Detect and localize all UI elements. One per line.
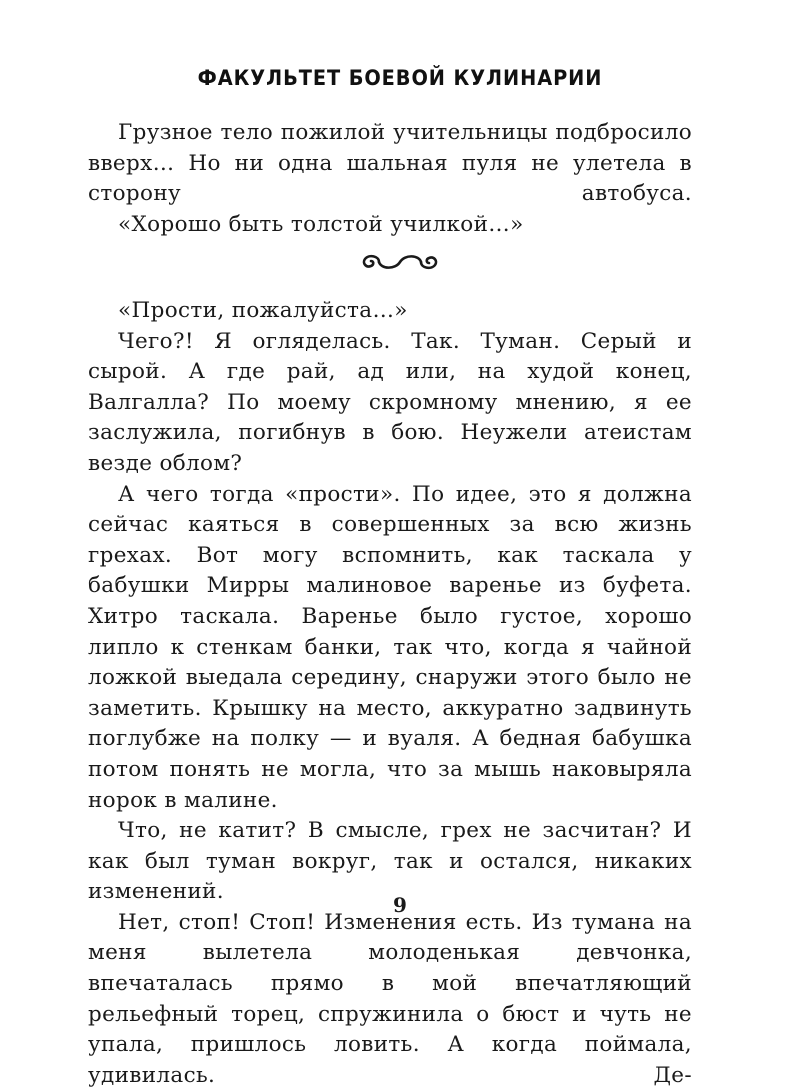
paragraph: Что, не катит? В смысле, грех не засчитан? И как был туман вокруг, так и остался, никаких изменений. (88, 818, 692, 905)
paragraph: «Хорошо быть толстой училкой…» (118, 211, 524, 237)
swirl-ornament-icon (355, 250, 445, 274)
paragraph: Грузное тело пожилой учительницы подбросило вверх… Но ни одна шальная пуля не улетела в сторону автобуса. (88, 120, 692, 207)
running-head-title: ФАКУЛЬТЕТ БОЕВОЙ КУЛИНАРИИ (197, 66, 603, 90)
paragraph: «Прости, пожалуйста…» (118, 298, 408, 323)
paragraph: Чего?! Я огляделась. Так. Туман. Серый и сырой. А где рай, ад или, на худой конец, Валгалла? По моему скромному мнению, я ее заслужила, погибнув в бою. Неужели атеистам везде облом? (88, 328, 692, 476)
text-block-1 (88, 118, 692, 240)
paragraph: Нет, стоп! Стоп! Изменения есть. Из тумана на меня вылетела молоденькая девчонка, впечаталась прямо в мой впечатляющий рельефный торец, спружинила о бюст и чуть не упала, пришлось ловить. А когда поймала, удивилась. Де- (88, 909, 692, 1088)
text-block-2 (88, 296, 692, 1091)
page-number: 9 (393, 893, 407, 917)
paragraph: А чего тогда «прости». По идее, это я должна сейчас каяться в совершенных за всю жизнь грехах. Вот могу вспомнить, как таскала у бабушки Мирры малиновое варенье из буфета. Хитро таскала. Варенье было густое, хорошо липло к стенкам банки, так что, когда я чайной ложкой выедала середину, снаружи этого было не заметить. Крышку на место, аккуратно задвинуть поглубже на полку — и вуаля. А бедная бабушка потом понять не могла, что за мышь наковыряла норок в малине. (88, 481, 692, 813)
